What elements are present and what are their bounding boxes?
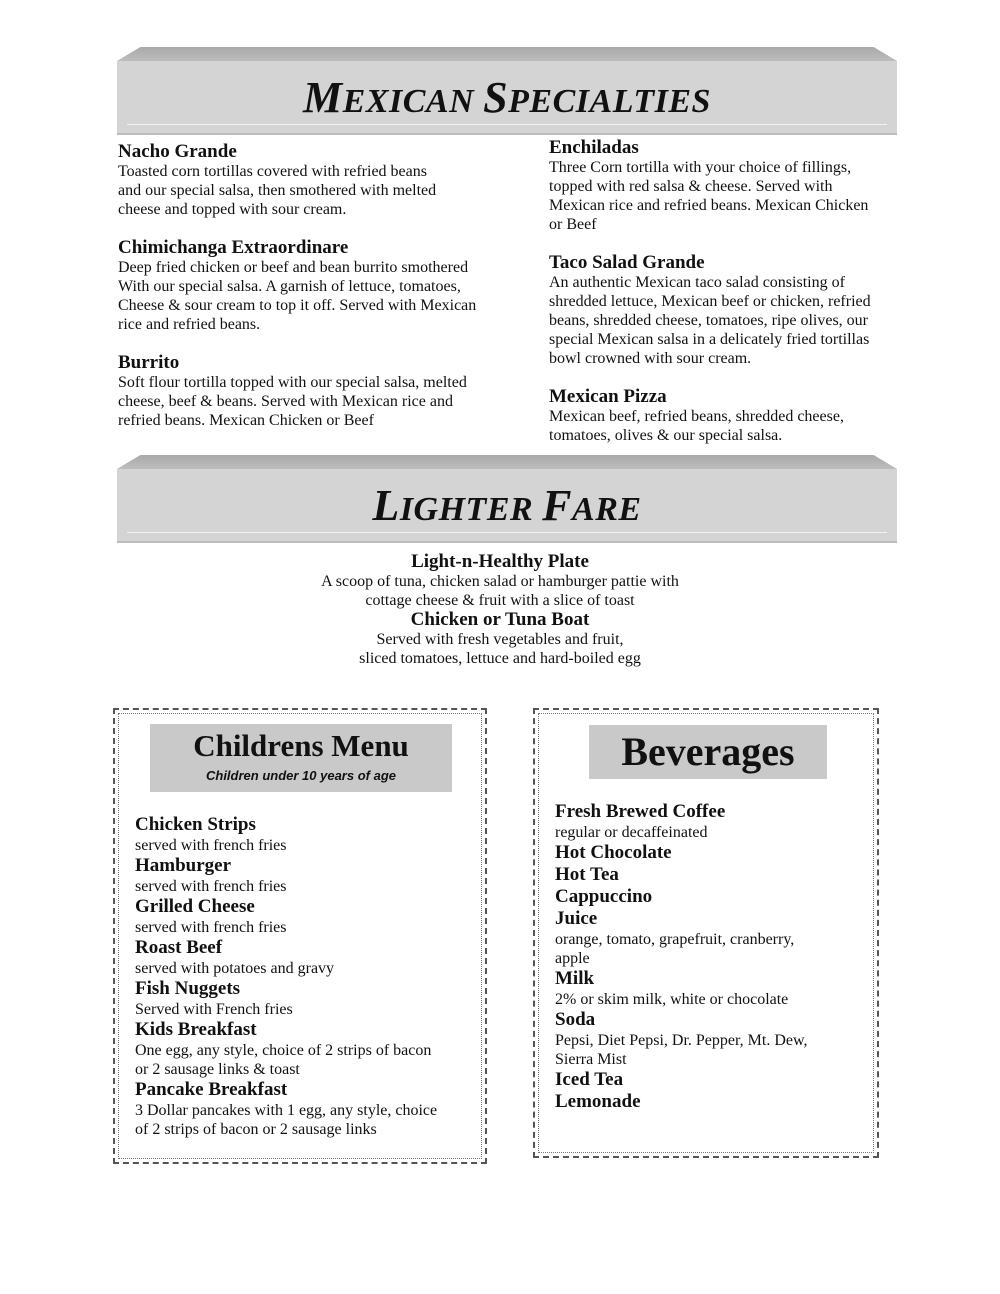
item-description: Deep fried chicken or beef and bean burrito smothered With our special salsa. A garnish of lettuce, tomatoes, Cheese & sour cream to top it off. Served with Mexican rice and refried beans. [118,259,477,333]
item-name: Hot Tea [555,864,619,885]
item-description: served with potatoes and gravy [135,960,335,977]
lighter-fare-heading: LIGHTER FARE [372,480,642,530]
item-name: Cappuccino [555,886,653,907]
item-name: Burrito [118,352,180,373]
item-description: served with french fries [135,837,287,854]
item-name: Enchiladas [549,137,639,158]
item-description: Pepsi, Diet Pepsi, Dr. Pepper, Mt. Dew, Sierra Mist [555,1032,808,1068]
childrens-menu-box [113,708,487,1164]
menu-item [555,1091,863,1113]
menu-item [555,968,863,1009]
banner-face [117,469,897,543]
item-name: Hot Chocolate [555,842,672,863]
item-description: Served with fresh vegetables and fruit, sliced tomatoes, lettuce and hard-boiled egg [359,631,641,667]
childrens-menu-header [150,724,452,792]
mexican-specialties-heading: MEXICAN SPECIALTIES [303,72,711,122]
item-description: An authentic Mexican taco salad consisting of shredded lettuce, Mexican beef or chicken, refried beans, shredded cheese, tomatoes, ripe olives, our special Mexican salsa in a delicately fried tortillas bowl crowned with sour cream. [549,274,871,367]
item-name: Taco Salad Grande [549,252,705,273]
menu-item [549,387,919,445]
item-name: Light-n-Healthy Plate [411,551,589,572]
item-description: Toasted corn tortillas covered with refried beans and our special salsa, then smothered with melted cheese and topped with sour cream. [118,163,437,218]
menu-item [135,896,471,937]
beverages-box [533,708,879,1158]
item-description: regular or decaffeinated [555,824,708,841]
menu-item [555,886,863,908]
item-name: Roast Beef [135,937,223,958]
item-name: Chicken or Tuna Boat [410,609,590,630]
item-description: A scoop of tuna, chicken salad or hamburger pattie with cottage cheese & fruit with a slice of toast [321,573,679,609]
banner-bevel [117,455,897,469]
menu-item [135,937,471,978]
item-name: Iced Tea [555,1069,624,1090]
item-description: 3 Dollar pancakes with 1 egg, any style, choice of 2 strips of bacon or 2 sausage links [135,1102,438,1138]
item-description: 2% or skim milk, white or chocolate [555,991,789,1008]
item-name: Juice [555,908,598,929]
menu-item [555,1069,863,1091]
item-description: Three Corn tortilla with your choice of fillings, topped with red salsa & cheese. Served with Mexican rice and refried beans. Mexican Chicken or Beef [549,159,869,233]
item-name: Fresh Brewed Coffee [555,801,726,822]
lighter-fare-list [200,552,800,668]
childrens-menu-list [135,814,471,1139]
childrens-menu-subtitle: Children under 10 years of age [205,768,396,783]
menu-item [549,138,919,234]
childrens-menu-title: Childrens Menu [193,728,409,763]
item-name: Fish Nuggets [135,978,241,999]
item-description: Mexican beef, refried beans, shredded cheese, tomatoes, olives & our special salsa. [549,408,844,444]
item-name: Lemonade [555,1091,641,1112]
item-name: Chimichanga Extraordinare [118,237,349,258]
mexican-right-column [549,138,919,464]
item-name: Soda [555,1009,596,1030]
menu-item [118,238,518,334]
item-name: Nacho Grande [118,141,237,162]
menu-item [555,801,863,842]
beverages-title: Beverages [621,729,795,774]
menu-item [135,1019,471,1079]
menu-item [135,855,471,896]
menu-item [200,610,800,668]
item-description: orange, tomato, grapefruit, cranberry, apple [555,931,795,967]
banner-bevel [117,47,897,61]
beverages-list [555,801,863,1113]
banner-face [117,61,897,135]
item-description: One egg, any style, choice of 2 strips of bacon or 2 sausage links & toast [135,1042,432,1078]
item-name: Chicken Strips [135,814,256,835]
item-name: Pancake Breakfast [135,1079,288,1100]
menu-item [549,253,919,368]
menu-item [555,908,863,968]
item-description: served with french fries [135,878,287,895]
menu-item [135,814,471,855]
item-name: Hamburger [135,855,232,876]
item-name: Mexican Pizza [549,386,667,407]
item-description: Served with French fries [135,1001,293,1018]
menu-item [118,142,518,219]
item-name: Kids Breakfast [135,1019,257,1040]
item-description: served with french fries [135,919,287,936]
menu-item [118,353,518,430]
beverages-header [589,725,827,779]
menu-item [555,842,863,864]
menu-item [135,1079,471,1139]
menu-item [200,552,800,610]
mexican-left-column [118,142,518,449]
item-name: Grilled Cheese [135,896,255,917]
menu-item [555,864,863,886]
item-name: Milk [555,968,595,989]
menu-item [135,978,471,1019]
item-description: Soft flour tortilla topped with our special salsa, melted cheese, beef & beans. Served with Mexican rice and refried beans. Mexican Chicken or Beef [118,374,467,429]
lighter-fare-banner [117,455,897,543]
menu-item [555,1009,863,1069]
mexican-specialties-banner [117,47,897,135]
